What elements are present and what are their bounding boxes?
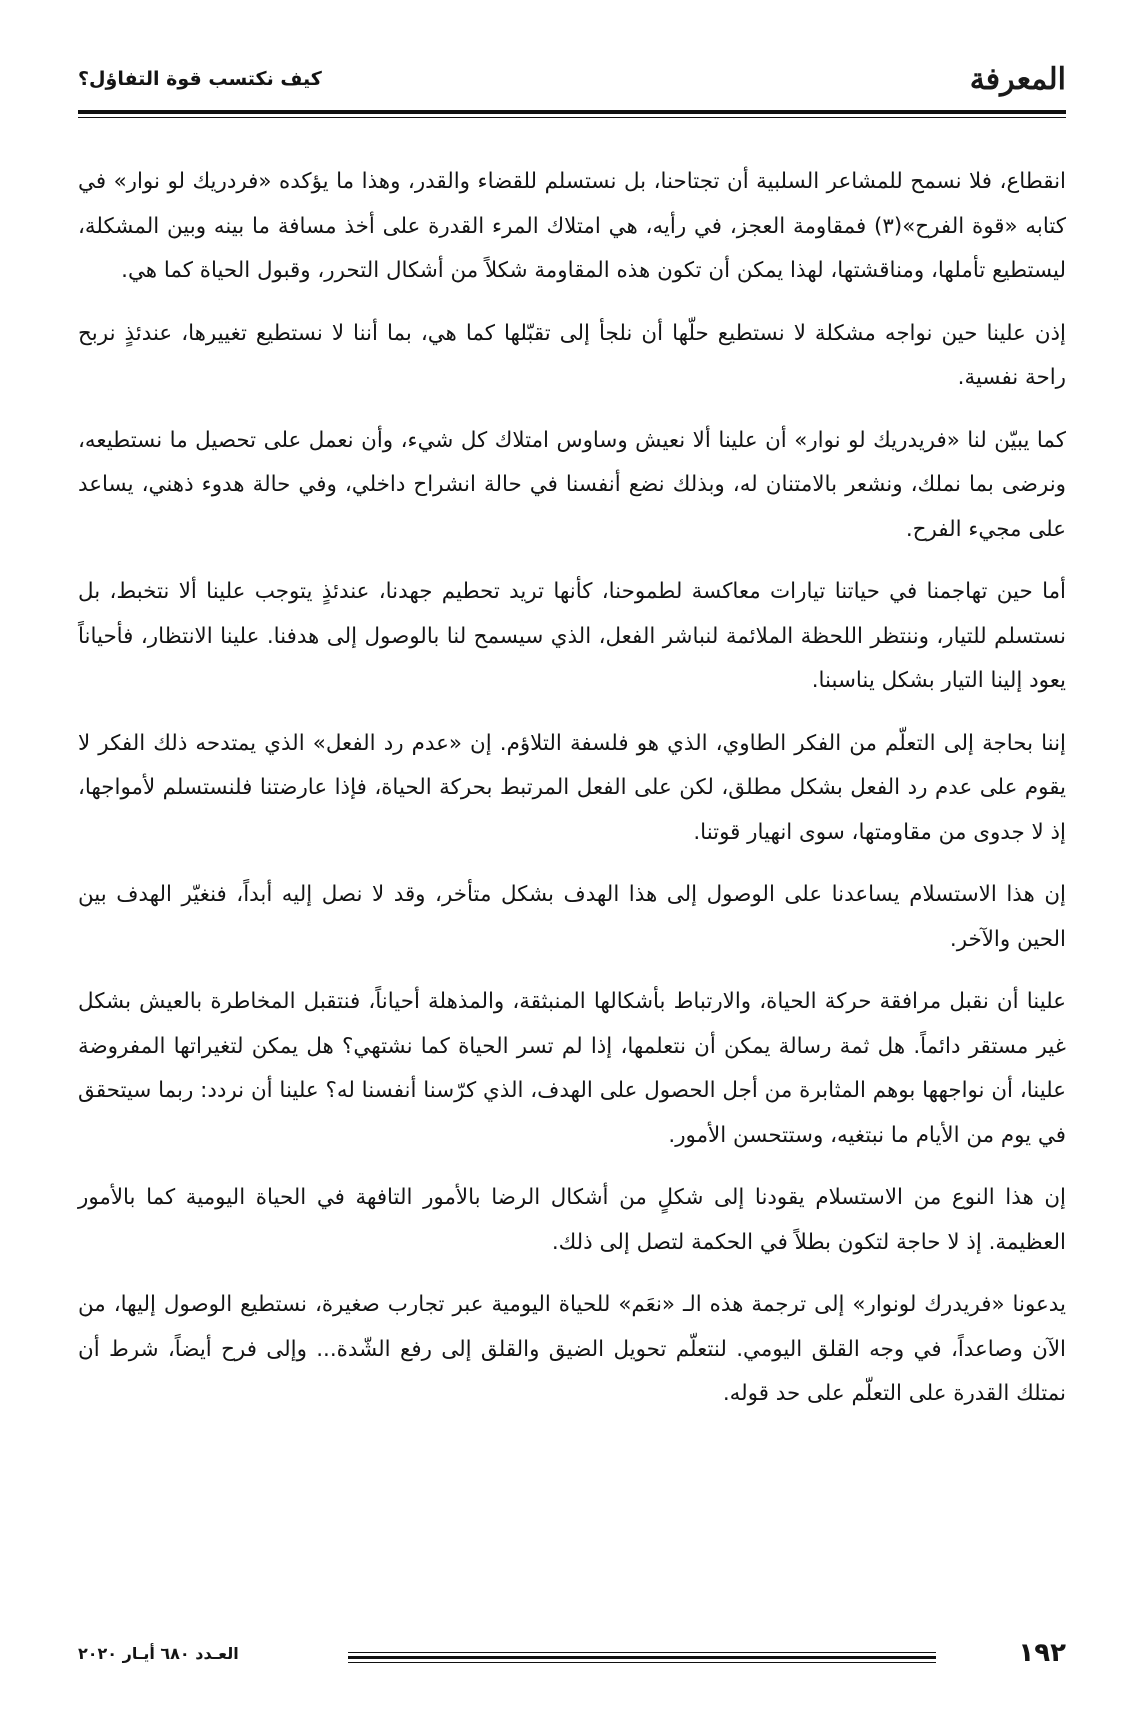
paragraph-3: كما يبيّن لنا «فريدريك لو نوار» أن علينا ألا نعيش وساوس امتلاك كل شيء، وأن نعمل على تحصيل ما نستطيعه، ونرضى بما نملك، ونشعر بالامتنان له، وبذلك نضع أنفسنا في حالة انشراح داخلي، وفي حالة هدوء ذهني، يساعد على مجيء الفرح. [78,427,1066,542]
paragraph-2: إذن علينا حين نواجه مشكلة لا نستطيع حلّها أن نلجأ إلى تقبّلها كما هي، بما أننا لا نستطيع تغييرها، عندئذٍ نربح راحة نفسية. [78,320,1066,390]
paragraph-4: أما حين تهاجمنا في حياتنا تيارات معاكسة لطموحنا، كأنها تريد تحطيم جهدنا، عندئذٍ يتوجب علينا ألا نتخبط، بل نستسلم للتيار، وننتظر اللحظة الملائمة لنباشر الفعل، الذي سيسمح لنا بالوصول إلى هدفنا. علينا الانتظار، فأحياناً يعود إلينا التيار بشكل يناسبنا. [78,579,1066,693]
header-rule-thick [78,110,1066,114]
page-number: ١٩٢ [1018,1638,1066,1668]
issue-info: العـدد ٦٨٠ أيـار ٢٠٢٠ [78,1644,239,1663]
paragraph-6: إن هذا الاستسلام يساعدنا على الوصول إلى هذا الهدف بشكل متأخر، وقد لا نصل إليه أبداً، فنغيّر الهدف بين الحين والآخر. [78,882,1066,952]
running-title: كيف نكتسب قوة التفاؤل؟ [78,68,322,90]
magazine-logo: المعرفة [969,62,1066,97]
paragraph-7: علينا أن نقبل مرافقة حركة الحياة، والارتباط بأشكالها المنبثقة، والمذهلة أحياناً، فنتقبل المخاطرة بالعيش بشكل غير مستقر دائماً. هل ثمة رسالة يمكن أن نتعلمها، إذا لم تسر الحياة كما نشتهي؟ هل يمكن لتغيراتها المفروضة علينا، أن نواجهها بوهم المثابرة من أجل الحصول على الهدف، الذي كرّسنا أنفسنا له؟ علينا أن نردد: ربما سيتحقق في يوم من الأيام ما نبتغيه، وستتحسن الأمور. [78,989,1066,1148]
footer-rule [348,1652,936,1662]
paragraph-1: انقطاع، فلا نسمح للمشاعر السلبية أن تجتاحنا، بل نستسلم للقضاء والقدر، وهذا ما يؤكده «فردريك لو نوار» في كتابه «قوة الفرح»(٣) فمقاومة العجز، في رأيه، هي امتلاك المرء القدرة على أخذ مسافة ما بينه وبين المشكلة، ليستطيع تأملها، ومناقشتها، لهذا يمكن أن تكون هذه المقاومة شكلاً من أشكال التحرر، وقبول الحياة كما هي. [78,169,1066,283]
paragraph-8: إن هذا النوع من الاستسلام يقودنا إلى شكلٍ من أشكال الرضا بالأمور التافهة في الحياة اليومية كما بالأمور العظيمة. إذ لا حاجة لتكون بطلاً في الحكمة لتصل إلى ذلك. [78,1185,1066,1255]
paragraph-9: يدعونا «فريدرك لونوار» إلى ترجمة هذه الـ «نعَم» للحياة اليومية عبر تجارب صغيرة، نستطيع الوصول إليها، من الآن وصاعداً، في وجه القلق اليومي. لنتعلّم تحويل الضيق والقلق إلى رفع الشّدة... وإلى فرح أيضاً، شرط أن نمتلك القدرة على التعلّم على حد قوله. [78,1292,1066,1406]
header-rule-thin [78,117,1066,118]
page-header [78,52,1066,112]
article-body [78,160,1066,1435]
page-footer [78,1638,1066,1678]
paragraph-5: إننا بحاجة إلى التعلّم من الفكر الطاوي، الذي هو فلسفة التلاؤم. إن «عدم رد الفعل» الذي يمتدحه ذلك الفكر لا يقوم على عدم رد الفعل بشكل مطلق، لكن على الفعل المرتبط بحركة الحياة، فإذا عارضتنا فلنستسلم لأمواجها، إذ لا جدوى من مقاومتها، سوى انهيار قوتنا. [78,730,1066,845]
